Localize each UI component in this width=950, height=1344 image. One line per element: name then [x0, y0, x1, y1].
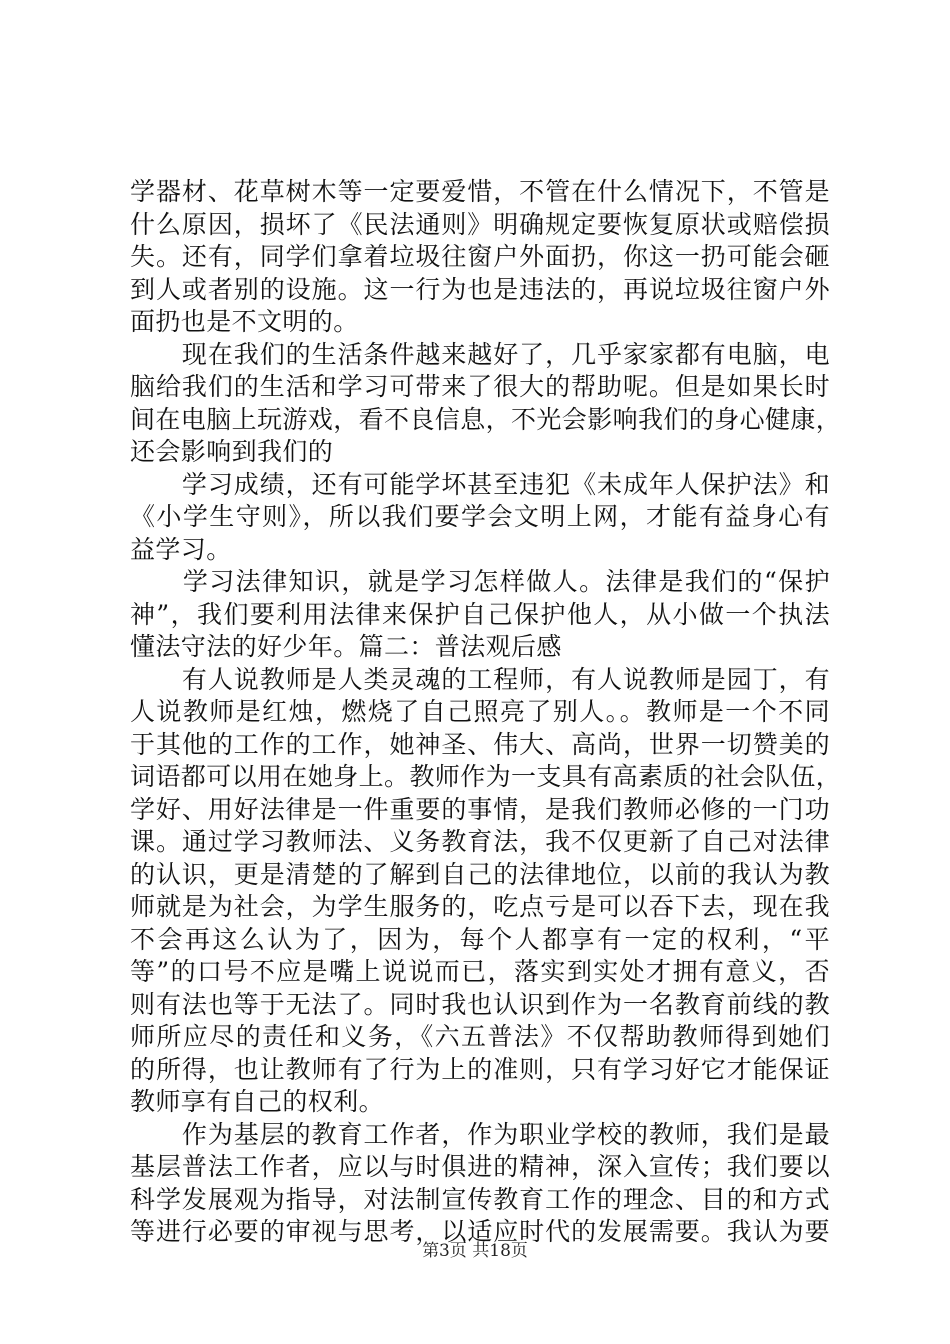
- text-line: 师就是为社会，为学生服务的，吃点亏是可以吞下去，现在我: [130, 892, 830, 921]
- text-line: 等进行必要的审视与思考，以适应时代的发展需要。我认为要: [130, 1217, 830, 1246]
- text-line: 不会再这么认为了，因为，每个人都享有一定的权利，“平: [130, 924, 830, 954]
- text-line: 到人或者别的设施。这一行为也是违法的，再说垃圾往窗户外: [130, 274, 830, 304]
- text-line: 的所得，也让教师有了行为上的准则，只有学习好它才能保证: [130, 1054, 830, 1084]
- text-line: 什么原因，损坏了《民法通则》明确规定要恢复原状或赔偿损: [130, 209, 830, 239]
- text-line: 失。还有，同学们拿着垃圾往窗户外面扔，你这一扔可能会砸: [130, 242, 830, 271]
- text-line: 《小学生守则》，所以我们要学会文明上网，才能有益身心有: [130, 502, 830, 531]
- text-line: 教师享有自己的权利。: [130, 1087, 385, 1116]
- text-line: 神”，我们要利用法律来保护自己保护他人，从小做一个执法: [130, 599, 830, 629]
- text-line: 懂法守法的好少年。篇二：普法观后感: [130, 632, 562, 661]
- text-line: 学习成绩，还有可能学坏甚至违犯《未成年人保护法》和: [130, 469, 830, 499]
- text-line: 学习法律知识，就是学习怎样做人。法律是我们的“保护: [130, 567, 830, 596]
- page-number-footer: 第3页 共18页: [422, 1241, 528, 1261]
- text-line: 脑给我们的生活和学习可带来了很大的帮助呢。但是如果长时: [130, 372, 830, 401]
- text-line: 课。通过学习教师法、义务教育法，我不仅更新了自己对法律: [130, 827, 830, 856]
- text-line: 于其他的工作的工作，她神圣、伟大、高尚，世界一切赞美的: [130, 729, 830, 759]
- text-line: 学器材、花草树木等一定要爱惜，不管在什么情况下，不管是: [130, 177, 830, 206]
- document-body: [130, 176, 842, 1249]
- text-line: 的认识，更是清楚的了解到自己的法律地位，以前的我认为教: [130, 859, 830, 889]
- text-line: 科学发展观为指导，对法制宣传教育工作的理念、目的和方式: [130, 1184, 830, 1214]
- text-line: 有人说教师是人类灵魂的工程师，有人说教师是园丁，有: [130, 664, 830, 694]
- text-line: 学好、用好法律是一件重要的事情，是我们教师必修的一门功: [130, 794, 830, 824]
- text-line: 还会影响到我们的: [130, 437, 334, 466]
- text-line: 益学习。: [130, 534, 232, 564]
- text-line: 间在电脑上玩游戏，看不良信息，不光会影响我们的身心健康，: [130, 404, 842, 434]
- text-line: 现在我们的生活条件越来越好了，几乎家家都有电脑，电: [130, 339, 830, 369]
- text-line: 面扔也是不文明的。: [130, 307, 359, 336]
- text-line: 基层普法工作者，应以与时俱进的精神，深入宣传；我们要以: [130, 1152, 830, 1181]
- text-line: 则有法也等于无法了。同时我也认识到作为一名教育前线的教: [130, 989, 830, 1019]
- text-line: 作为基层的教育工作者，作为职业学校的教师，我们是最: [130, 1119, 830, 1149]
- text-line: 师所应尽的责任和义务，《六五普法》不仅帮助教师得到她们: [130, 1022, 830, 1051]
- text-line: 人说教师是红烛，燃烧了自己照亮了别人。。教师是一个不同: [130, 697, 830, 726]
- text-line: 词语都可以用在她身上。教师作为一支具有高素质的社会队伍，: [130, 762, 842, 791]
- text-line: 等”的口号不应是嘴上说说而已，落实到实处才拥有意义，否: [130, 957, 830, 986]
